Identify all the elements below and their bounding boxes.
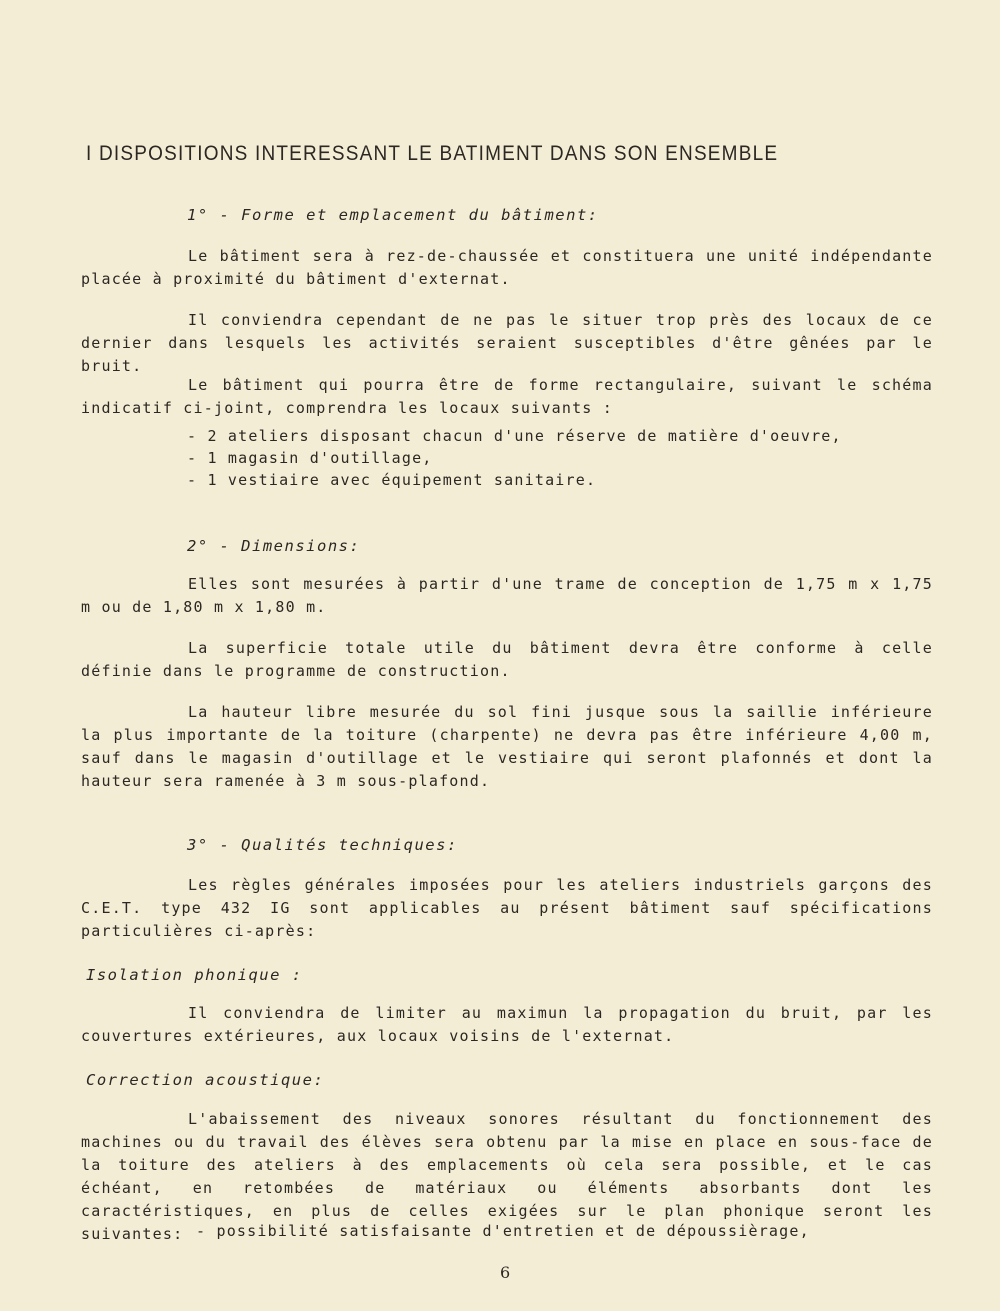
page-number: 6 [500, 1263, 511, 1282]
paragraph: Le bâtiment sera à rez-de-chaussée et constituera une unité indépendante placée à proximité du bâtiment d'externat. [81, 247, 933, 288]
paragraph: L'abaissement des niveaux sonores résultant du fonctionnement des machines ou du travail des élèves sera obtenu par la mise en place en sous-face de la toiture des ateliers à des emplacements où cela sera possible, et le cas échéant, en retombées de matériaux ou éléments absorbants dont les caractéristiques, en plus de celles exigées sur le plan phonique seront les suivantes: [81, 1110, 933, 1243]
subsection-title-form: 1° - Forme et emplacement du bâtiment: [187, 206, 599, 224]
paragraph: La hauteur libre mesurée du sol fini jusque sous la saillie inférieure la plus importante de la toiture (charpente) ne devra pas être inférieure 4,00 m, sauf dans le magasin d'outillage et le vestiaire qui seront plafonnés et dont la hauteur sera ramenée à 3 m sous-plafond. [81, 703, 933, 790]
paragraph: Le bâtiment qui pourra être de forme rectangulaire, suivant le schéma indicatif ci-joint, comprendra les locaux suivants : [81, 376, 933, 417]
list-item: - 1 vestiaire avec équipement sanitaire. [187, 471, 597, 489]
list-item: - 1 magasin d'outillage, [187, 449, 433, 467]
paragraph: Il conviendra de limiter au maximun la propagation du bruit, par les couvertures extérieures, aux locaux voisins de l'externat. [81, 1004, 933, 1045]
subsection-title-dimensions: 2° - Dimensions: [187, 537, 361, 555]
section-heading: I DISPOSITIONS INTERESSANT LE BATIMENT DANS SON ENSEMBLE [86, 142, 779, 166]
subsection-title-qualities: 3° - Qualités techniques: [187, 836, 458, 854]
paragraph: Les règles générales imposées pour les ateliers industriels garçons des C.E.T. type 432 IG sont applicables au présent bâtiment sauf spécifications particulières ci-après: [81, 876, 933, 940]
list-item: - possibilité satisfaisante d'entretien et de dépoussièrage, [196, 1222, 810, 1240]
paragraph: Elles sont mesurées à partir d'une trame de conception de 1,75 m x 1,75 m ou de 1,80 m x 1,80 m. [81, 575, 933, 616]
paragraph: Il conviendra cependant de ne pas le situer trop près des locaux de ce dernier dans lesquels les activités seraient susceptibles d'être gênées par le bruit. [81, 311, 933, 375]
subheading-isolation: Isolation phonique : [86, 966, 303, 984]
subheading-correction: Correction acoustique: [86, 1071, 325, 1089]
paragraph: La superficie totale utile du bâtiment devra être conforme à celle définie dans le programme de construction. [81, 639, 933, 680]
list-item: - 2 ateliers disposant chacun d'une réserve de matière d'oeuvre, [187, 427, 842, 445]
